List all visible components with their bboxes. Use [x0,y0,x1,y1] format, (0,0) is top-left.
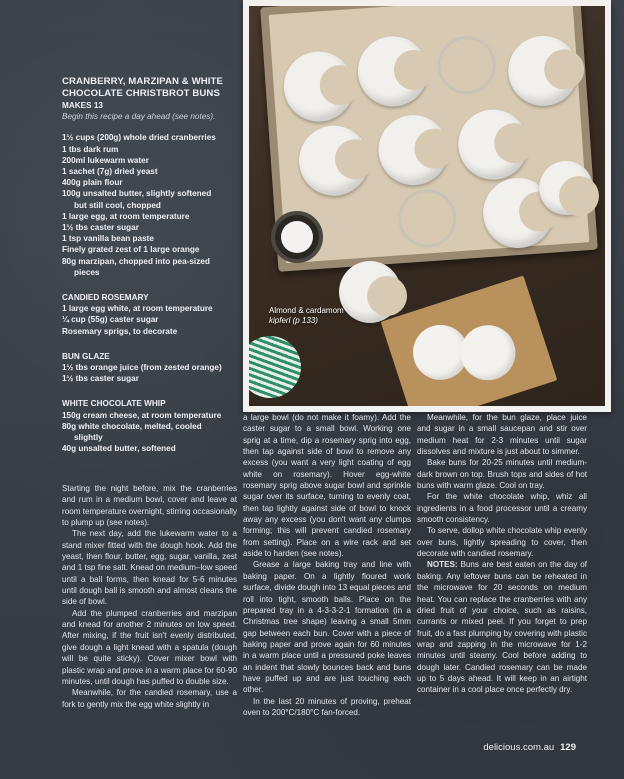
white-chocolate-whip-heading: WHITE CHOCOLATE WHIP [62,399,166,409]
ingredient-line: 1 tbs dark rum [62,144,119,154]
ingredient-line: 1½ tbs caster sugar [62,374,139,384]
recipe-title [62,76,237,99]
ingredient-line: 1 sachet (7g) dried yeast [62,167,158,177]
ingredients-panel [62,76,237,454]
method-paragraph: Meanwhile, for the bun glaze, place juice and sugar in a small saucepan and stir over medium heat for 2-3 minutes until sugar dissolves and mixture is just about to simmer. [417,413,587,457]
main-ingredients [62,132,237,278]
method-paragraph: Add the plumped cranberries and marzipan and knead for another 2 minutes on low speed. After mixing, if the fruit isn't evenly distributed, give dough a light knead with a spatula (dough will be quite sticky). Cover mixer bowl with plastic wrap and prove in a warm place for 60-90 minutes, until dough has puffed to double size. [62,608,237,686]
method-paragraph: For the white chocolate whip, whiz all ingredients in a food processor until a creamy smooth consistency. [417,492,587,525]
kipferl-cookie [297,123,372,198]
photo-card [243,0,611,412]
kipferl-cookie [281,49,356,124]
icing-sugar-bowl [271,211,323,263]
kipferl-cookie [376,113,451,188]
notes-paragraph [417,559,587,695]
ingredient-line: 1½ tbs orange juice (from zested orange) [62,363,222,373]
caption-line-1: Almond & cardamom [269,306,344,315]
ingredient-line: 1 large egg, at room temperature [62,211,190,221]
begin-note: Begin this recipe a day ahead (see notes). [62,112,216,122]
site-url: delicious.com.au [483,742,555,753]
ingredient-line: 40g unsalted butter, softened [62,444,176,454]
kipferl-cookie [453,318,522,387]
method-paragraph: In the last 20 minutes of proving, preheat oven to 200°C/180°C fan-forced. [243,696,411,717]
page-number: 129 [560,742,576,753]
kipferl-cookie [356,34,431,109]
ingredient-line: Finely grated zest of 1 large orange [62,245,200,255]
notes-label: NOTES: [427,560,458,570]
method-column-2 [243,412,411,718]
method-paragraph: a large bowl (do not make it foamy). Add the caster sugar to a small bowl. Working one sprig at a time, dip a rosemary sprig into egg, then tap against side of bowl to remove any excess (you want a very light coating of egg white on rosemary). Hover egg-white rosemary sprig above sugar bowl and sprinkle sugar over its surface, turning to evenly coat, then tap lightly against side of bowl to knock away any excess (you don't want any clumps forming; this will prevent candied rosemary from setting). Place on a wire rack and set aside to harden (see notes). [243,413,411,559]
method-column-3 [417,412,587,696]
ingredient-line: but still cool, chopped [74,200,161,210]
title-line-1: CRANBERRY, MARZIPAN & WHITE [62,76,223,87]
ingredient-line: 400g plain flour [62,178,123,188]
title-line-2: CHOCOLATE CHRISTBROT BUNS [62,87,220,99]
kipferl-photo [249,6,605,406]
gift-box [381,276,558,406]
cookie-cutter [396,187,458,249]
cookie-cutter [436,34,498,96]
ingredient-line: 80g marzipan, chopped into pea-sized [62,256,210,266]
page-footer [483,742,576,753]
makes-label: MAKES 13 [62,101,103,110]
ingredient-line: ¼ cup (55g) caster sugar [62,315,159,325]
method-paragraph: Meanwhile, for the candied rosemary, use a fork to gently mix the egg white slightly in [62,688,237,709]
ingredient-line: 1½ tbs caster sugar [62,223,139,233]
ingredient-line: pieces [74,267,100,277]
kipferl-cookie [506,34,581,109]
method-paragraph: Bake buns for 20-25 minutes until medium-dark brown on top. Brush tops and sides of hot buns with warm glaze. Cool on tray. [417,458,587,491]
method-paragraph: To serve, dollop white chocolate whip evenly over buns, lightly spreading to cover, then decorate with candied rosemary. [417,526,587,559]
kipferl-cookie [339,261,401,323]
kipferl-cookie [456,107,531,182]
ingredient-line: 1½ cups (200g) whole dried cranberries [62,133,216,143]
ingredient-line: Rosemary sprigs, to decorate [62,326,178,336]
ingredient-line: slightly [74,433,103,443]
bun-glaze-heading: BUN GLAZE [62,351,110,361]
ingredient-line: 1 tsp vanilla bean paste [62,234,154,244]
method-paragraph: The next day, add the lukewarm water to a stand mixer fitted with the dough hook. Add the yeast, then flour, butter, egg, sugar, vanilla, zest and 1 tsp fine salt. Knead on medium–low speed until a ball forms, then knead for 5-6 minutes until dough ball is smooth and almost cleans the side of bowl. [62,529,237,607]
method-paragraph: Starting the night before, mix the cranberries and rum in a medium bowl, cover and leave at room temperature overnight, stirring occasionally to plump up (see notes). [62,484,237,528]
kipferl-cookie [539,161,593,215]
method-column-1 [62,483,237,710]
ingredient-line: 80g white chocolate, melted, cooled [62,421,202,431]
ingredient-line: 1 large egg white, at room temperature [62,304,213,314]
ingredient-line: 100g unsalted butter, slightly softened [62,189,212,199]
ingredient-line: 200ml lukewarm water [62,155,149,165]
notes-text: Buns are best eaten on the day of baking. Any leftover buns can be reheated in the microwave for 20 seconds on medium heat. You can replace the cranberries with any dried fruit of your choice, such as raisins, currants or mixed peel. If you forget to prep fruit, do a fast plumping by covering with plastic wrap and zapping in the microwave for 1-2 minutes until steamy. Cool before adding to dough later. Candied rosemary can be made up to 5 days ahead. It will keep in an airtight container in a cool place once perfectly dry. [417,560,587,695]
twine-spool [249,336,301,398]
caption-line-2: kipferl (p 133) [269,316,318,325]
photo-caption [269,306,344,326]
candied-rosemary-heading: CANDIED ROSEMARY [62,293,149,303]
ingredient-line: 150g cream cheese, at room temperature [62,410,222,420]
method-paragraph: Grease a large baking tray and line with baking paper. On a lightly floured work surface, divide dough into 13 equal pieces and roll into tight, smooth balls. Place on the prepared tray in a 4-3-3-2-1 formation (in a Christmas tree shape) leaving a small 5mm gap between each bun. Cover with a piece of baking paper and prove again for 60 minutes in a warm place until a pressured poke leaves an indent that slowly bounces back and buns have puffed up and are just touching each other. [243,560,411,695]
